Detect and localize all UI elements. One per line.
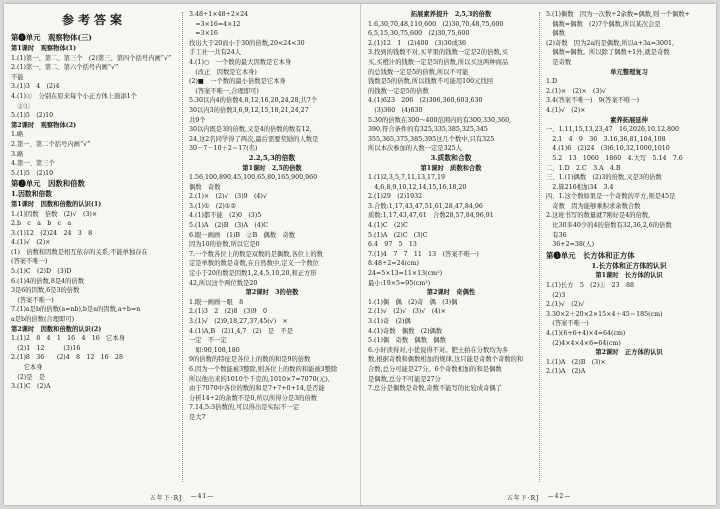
- answer-line: 是奇数: [546, 58, 572, 66]
- answer-line: 1.(1)2 8 4 1 16 4 16 它本身: [11, 335, 125, 343]
- answer-line: 4.(1)① 分别在原来每个小正方体上面添1个: [11, 92, 137, 100]
- answer-line: 4.(1)√ (2)×: [546, 106, 586, 114]
- answer-line: 1.(1)因数 倍数 (2)√ (3)×: [11, 210, 98, 218]
- answer-line: 5.(1)5 (2)10: [11, 169, 54, 177]
- answer-line: 1.6,30,70,48,110,600 (2)30,70,48,75,600: [368, 20, 504, 28]
- answer-line: 3.48÷1×48÷2×24: [189, 11, 249, 18]
- answer-line: (答案不唯一): [11, 296, 54, 304]
- answer-line: 因为10的倍数,所以它是0: [189, 241, 260, 249]
- answer-line: 二、1.D 2.C 3.A 4.B: [546, 164, 621, 172]
- answer-line: 偶数: [546, 30, 565, 38]
- answer-line: 的总钱数一定是5的倍数,所以不可能: [368, 68, 469, 76]
- answer-line: 不能: [11, 73, 24, 81]
- footer-edition: 五年下·RJ: [506, 495, 540, 502]
- page-left: [4, 4, 361, 505]
- section-heading: 2.2,5,3的倍数: [248, 153, 296, 162]
- answer-line: ②①: [11, 102, 30, 110]
- answer-line: (2)是 是: [11, 373, 46, 381]
- answer-line: 30以内既是3的倍数,又是4的倍数的数有12,: [189, 126, 312, 134]
- answer-line: 4,6,8,9,10,12,14,15,16,18,20: [368, 183, 467, 191]
- answer-line: 2.(1)29 (2)1932: [368, 193, 423, 201]
- answer-line: 5.(1)5 (2)10: [11, 112, 54, 120]
- answer-line: 有36: [546, 231, 567, 239]
- unit-heading: 第❶单元 观察物体(三): [11, 33, 92, 42]
- answer-line: 30以内3的倍数3,6,9,12,15,18,21,24,27: [189, 106, 309, 114]
- answer-line: 6.因为一个数能被3整除,则各位上的数的和能被3整除: [189, 365, 338, 373]
- lesson-heading: 第2课时 因数和倍数的认识(2): [11, 325, 102, 333]
- answer-line: 1.(1)偶 偶 (2)奇 偶 (3)偶: [368, 298, 458, 306]
- footer-page-number: —41—: [190, 493, 215, 500]
- answer-line: 1.略: [11, 131, 24, 139]
- answer-line: 它本身: [11, 364, 62, 371]
- answer-line: (改正 因数是它本身): [189, 68, 257, 76]
- answer-line: (答案不唯一): [11, 258, 48, 266]
- answer-line: 2.(1)√ (2)√: [546, 301, 585, 309]
- answer-line: 7.14,5:3倍数的,可以得出是实际不一定: [189, 404, 300, 412]
- answer-line: 30－7－10＋2＝17(名): [189, 145, 258, 153]
- lesson-heading: 第2课时 奇偶性: [426, 289, 476, 297]
- answer-line: 6.小轩读得对,小优说得不对。肥土拍在分数均为多: [368, 346, 509, 354]
- answer-line: 买,买橙汁的钱数一定是5的倍数,所以买这两种商品: [368, 58, 509, 66]
- answer-line: 钱数是5的倍数,所以钱数不可能用100元找回: [368, 78, 494, 86]
- answer-line: 2.(1)8 36 (2)4 8 12 16 28: [11, 354, 123, 362]
- answer-line: 2.这班书写的数量就7刚好是4的倍数,: [546, 212, 651, 220]
- page-footer-left: [4, 493, 360, 502]
- answer-line: 由于7070中各位的数的和是7+7+0+14,是否能: [189, 385, 325, 393]
- answer-line: 最小:19×5=95(cm²): [368, 279, 431, 287]
- answer-line: 定是单数的数是奇数,在自然数中,定义一个数位: [189, 260, 319, 268]
- footer-page-number: —42—: [547, 493, 572, 500]
- answer-line: 5.(1)偶数 因为一次数÷2余数=偶数,则一个偶数+: [546, 11, 690, 18]
- unit-heading: 第❸单元 长方体和正方体: [546, 250, 635, 260]
- answer-line: (2)奇数 因为2a的是偶数,所以a+3a=3001,: [546, 39, 675, 47]
- answer-line: 2.(1)3 2 (2)8 (3)9 0: [189, 308, 267, 316]
- answer-line: 3.(1)C (2)A: [11, 383, 51, 391]
- column-3: [361, 4, 539, 490]
- lesson-heading: 第1课时 长方体的认识: [595, 272, 663, 280]
- lesson-heading: 第2课时 3的倍数: [245, 289, 299, 297]
- answer-line: 4.(1)623 206 (2)306,360,603,630: [368, 97, 483, 105]
- footer-edition: 五年下·RJ: [149, 495, 183, 502]
- answer-line: 3.(1)12 (2)24 24 3 8: [11, 229, 93, 237]
- answer-line: (2)3: [546, 291, 566, 299]
- answer-line: 4.(1)A,B (2)1,4,7 (2) 是 不是: [189, 327, 294, 335]
- answer-line: 7.(1)a是b的倍数(a=nb),b是a的因数,a÷b=n: [11, 306, 141, 314]
- answer-line: 4.(1)√ (2)×: [11, 239, 51, 247]
- lesson-heading: 第2课时 正方体的认识: [595, 349, 663, 357]
- answer-line: 7.总分是偶数是奇数,奇数不能写的比较成奇偶了: [368, 385, 502, 393]
- section-heading: 3.质数和合数: [430, 153, 472, 162]
- answer-line: 3.(1)奇 (2)偶: [368, 318, 411, 325]
- page-title: 参考答案: [61, 13, 126, 27]
- answer-line: 手工社一共有24人: [189, 49, 242, 57]
- answer-line: 6.眼一画画 (1)B ②B 偶数 奇数: [189, 231, 296, 239]
- answer-line: 1.(1)长方 5 (2)① 23 88: [546, 282, 634, 290]
- column-4: [539, 4, 717, 490]
- page-right: [361, 4, 717, 505]
- answer-line: 如:90,108,180: [189, 346, 240, 354]
- answer-line: a是b的倍数(合理即可): [11, 316, 75, 324]
- answer-line: 4.(1)奇数 偶数 (2)偶数: [368, 327, 443, 335]
- answer-line: 7.(1)4 7 7 11 13 (答案不唯一): [368, 250, 479, 258]
- answer-line: 四、1.这个数如果是一个奇数的平方,则是45是: [546, 193, 676, 201]
- answer-line: (2)4×4×4×6=64(cm): [546, 339, 621, 347]
- answer-line: 2.1 4 9 36 3.16,36,81,104,108: [546, 135, 666, 143]
- answer-line: 奇数 因为能够乘积求余数合数: [546, 202, 641, 210]
- answer-line: 比30多40少的4的倍数有32,36,2,6的倍数: [546, 222, 672, 230]
- answer-line: 5.2 13 1060 1860 4.大写 5.14 7.6: [546, 154, 683, 162]
- answer-line: 3.30×2＋20×2×15×4＋45＝185(cm): [546, 310, 663, 318]
- lesson-heading: 拓展素养提升 2,5,3的倍数: [410, 11, 492, 18]
- answer-line: 三、1.(1)偶数 (2)3的倍数,又是3的倍数: [546, 174, 662, 182]
- answer-line: 3.合数:1,17,43,47,51,61,28,47,84,96: [368, 202, 483, 210]
- answer-line: 偶数=偶数。所以除了偶数+1外,就是奇数: [546, 49, 670, 57]
- answer-line: 找出大于20而小于30的倍数,20<24<30: [189, 39, 305, 47]
- answer-line: 偶数 奇数: [189, 183, 221, 191]
- answer-line: 一、1.11,15,13,23,47 16,2026,10,12,800: [546, 126, 680, 134]
- answer-line: 24,这2名同学得了两次,最后需要奖励的人数是: [189, 135, 319, 143]
- answer-line: 4.(1)(6+6+4)×4=64(cm): [546, 330, 626, 337]
- answer-line: 所以他出来的1010个千克的,1010×7=7070(元),: [189, 375, 330, 383]
- answer-line: 1.D: [546, 78, 558, 86]
- answer-line: 4.(1)○ 一个数的最大因数是它本身: [189, 58, 292, 66]
- answer-line: 1.56,100,890,45,100,65,80,165,900,960: [189, 174, 318, 182]
- answer-line: 2.(1)第一、第二、第六个括号内画“√”: [11, 64, 119, 72]
- answer-line: 2.第一、第二个括号内画“√”: [11, 140, 91, 148]
- answer-line: 2.(1)A (2)A: [546, 368, 586, 376]
- answer-line: 36+2=38(人): [546, 241, 595, 249]
- answer-line: 共9个: [189, 116, 206, 124]
- answer-line: (答案不唯一,合理即可): [189, 87, 259, 95]
- answer-line: 2.算216相加34 3.4: [546, 183, 614, 191]
- answer-line: 3.找到的钱数不对,买苹果的钱数一定是2的倍数,买: [368, 49, 508, 57]
- answer-line: 一定 不一定: [189, 337, 227, 345]
- answer-line: 所以本次参加的人数一定是325人: [368, 145, 462, 153]
- answer-line: 5.(1)A (2)C (3)C: [368, 231, 428, 239]
- answer-line: 质数:1,17,43,47,61 合数28,57,84,96,91: [368, 212, 494, 220]
- answer-line: 390,符合条件的有325,335,385,325,345: [368, 126, 488, 134]
- answer-line: 数,根据奇数和偶数相加的规律,这只能是奇数个奇数的和: [368, 356, 524, 364]
- answer-line: 1.眼一画画一眼 8: [189, 298, 244, 306]
- answer-line: 8.48÷2=24(cm): [368, 260, 420, 268]
- answer-line: 3.(1)√ (2)9,18,27,37,45(√) ×: [189, 318, 288, 325]
- lesson-heading: 第2课时 观察物体(2): [11, 121, 77, 129]
- answer-line: =3×16=4×12: [189, 20, 241, 28]
- answer-line: (2)■ 一个数的最小倍数是它本身: [189, 78, 286, 86]
- answer-spread: [4, 4, 716, 505]
- answer-line: 的钱数一定是5的倍数: [368, 87, 429, 95]
- answer-line: 6.4 97 5 13: [368, 241, 417, 249]
- answer-line: 3是6的因数,6是3的倍数: [11, 287, 80, 295]
- answer-line: 5.(1)A (2)B (3)A (4)C: [189, 222, 269, 230]
- answer-line: 6.(1)4的倍数,8是4的倍数: [11, 277, 85, 285]
- lesson-heading: 第1课时 质数和合数: [420, 164, 482, 172]
- answer-line: 2.(1)12 1 (2)400 (3)30或36: [368, 39, 467, 47]
- section-heading: 1.长方体和正方体的认识: [591, 261, 667, 270]
- answer-line: 6,5,15,30,75,600 (2)30,75,600: [368, 30, 470, 38]
- answer-line: 5.(1)C (2)D (3)D: [11, 268, 72, 276]
- column-1: [4, 4, 182, 490]
- answer-line: 3.(1)① (2)①②: [189, 202, 237, 210]
- answer-line: (答案不唯一): [546, 320, 589, 328]
- answer-line: 2.(1)× (2)√ (3)9 (4)√: [189, 193, 267, 201]
- answer-line: 9的倍数的特征是各位上的数的和是9的倍数: [189, 356, 311, 364]
- answer-line: 定小于20的数是因数1,2,4,5,10,20,和正方形: [189, 270, 317, 278]
- lesson-heading: 第1课时 观察物体(1): [11, 45, 77, 52]
- answer-line: 分析14÷2的余数不是0,所以所得分是3的倍数: [189, 394, 318, 402]
- unit-heading: 第❷单元 因数和倍数: [11, 179, 85, 189]
- lesson-heading: 单元整理复习: [610, 68, 648, 76]
- answer-line: 3.4(答案不唯一) 9(答案不唯一): [546, 97, 640, 105]
- answer-line: 2.b c a b c a: [11, 220, 72, 228]
- answer-line: 1.(1)2,3,5,7,11,13,17,19: [368, 174, 446, 182]
- lesson-heading: 第1课时 2,5的倍数: [242, 164, 302, 172]
- answer-line: 4.(1)都不能 (2)0 (3)5: [189, 212, 262, 220]
- answer-line: (3)360 (4)630: [368, 106, 423, 114]
- answer-line: 1.(1)A (2)B (3)×: [546, 358, 606, 366]
- answer-line: 355,365,375,385,395这几个数中,只有325: [368, 135, 495, 143]
- answer-line: (1) 倍数和因数是相互依存的关系,不能单独存在: [11, 248, 148, 256]
- column-2: [182, 4, 360, 490]
- answer-line: 合数,总分可能是27分。6个奇数相加的和是偶数: [368, 365, 502, 373]
- answer-line: 4.第一、第三个: [11, 160, 55, 168]
- page-footer-right: [361, 493, 717, 502]
- answer-line: 5.(1)偶 奇数 偶数 偶数: [368, 337, 446, 345]
- answer-line: 3.(1)3 4 (2)4: [11, 83, 60, 91]
- answer-line: 偶数=偶数 (2)7个偶数,所以某次会是: [546, 20, 661, 28]
- answer-line: =3×16: [189, 30, 218, 38]
- answer-line: (2)1 12 (3)16: [11, 344, 81, 352]
- answer-line: 5.30的倍数在300～400范围内的有300,330,360,: [368, 116, 512, 124]
- lesson-heading: 素养拓展延伸: [610, 116, 648, 124]
- answer-line: 2.(1)× (2)× (3)√: [546, 87, 606, 95]
- answer-line: 4.(1)6 (2)24 (3)6,10,32,1000,1010: [546, 145, 670, 153]
- section-heading: 1.因数和倍数: [11, 190, 53, 199]
- answer-line: 2.(1)√ (2)√ (3)√ (4)×: [368, 308, 446, 316]
- answer-line: 7.一个数各位上的数是双数的是偶数,各位上的数: [189, 250, 323, 258]
- answer-line: 3.略: [11, 150, 24, 158]
- lesson-heading: 第1课时 因数和倍数的认识(1): [11, 200, 102, 208]
- answer-line: 1.(1)第一、第二、第三个 (2)第三、第四个括号内画“√”: [11, 54, 172, 62]
- answer-line: 24=5×13=11×13(cm²): [368, 270, 443, 278]
- answer-line: 是偶数,总分不可能是27分: [368, 375, 441, 383]
- answer-line: 是大7: [189, 413, 206, 421]
- answer-line: 4.(1)C (2)C: [368, 222, 408, 230]
- answer-line: 42,所以这个两位数是20: [189, 279, 258, 287]
- answer-line: 5.30以内4的倍数4,8,12,16,20,24,28,共7个: [189, 97, 318, 105]
